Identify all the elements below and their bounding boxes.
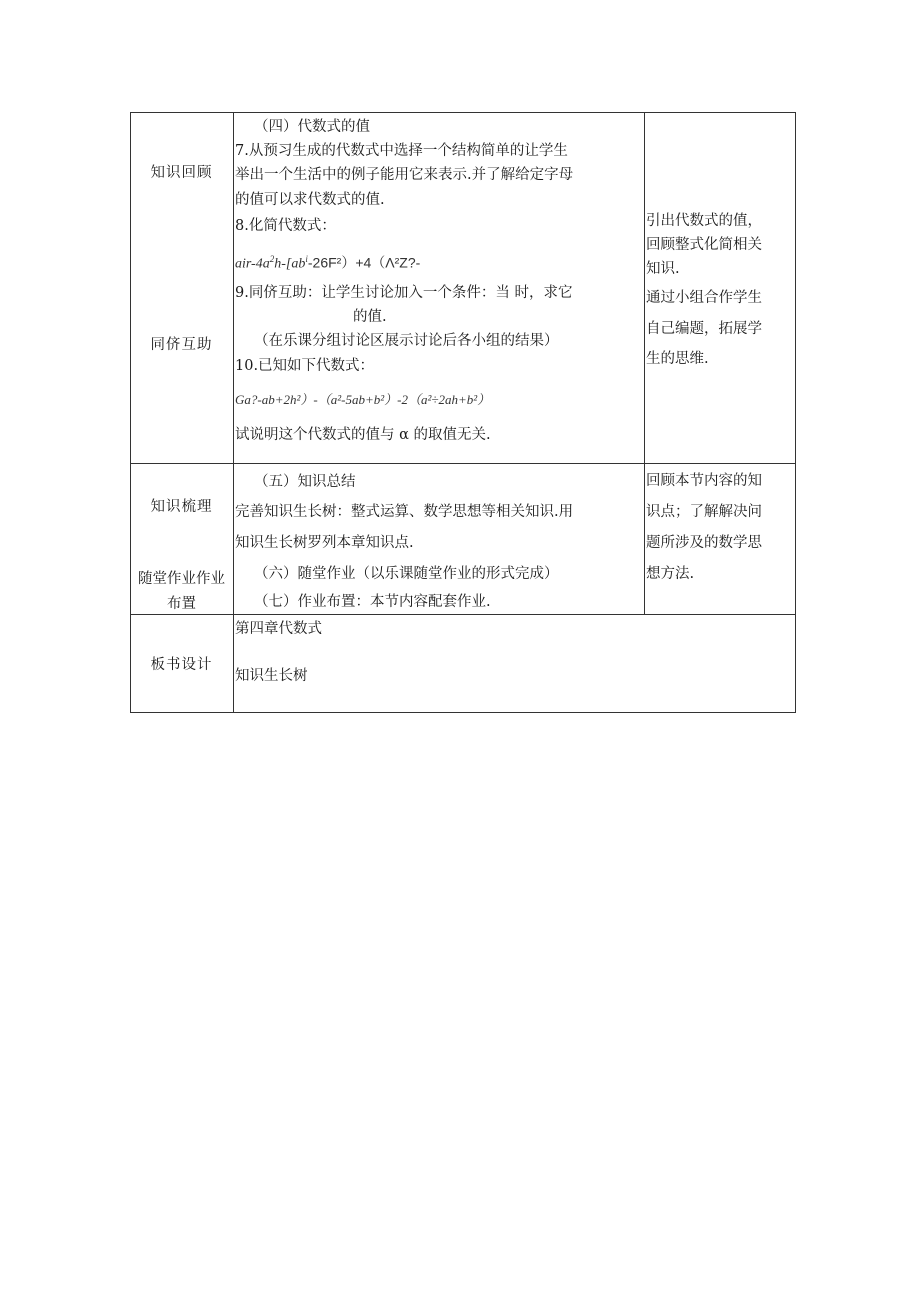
note-top-line-2: 回顾整式化简相关 — [646, 237, 762, 253]
note-mid-line-4: 想方法. — [646, 566, 695, 582]
note-mid-line-3: 题所涉及的数学思 — [646, 535, 762, 551]
note-top-line-5: 自己编题，拓展学 — [646, 321, 762, 337]
item-9-line-1: 9.同侪互助：让学生讨论加入一个条件：当 时，求它 — [235, 285, 573, 301]
row-divider-2 — [130, 614, 796, 615]
expression-10: Ga?-ab+2h²）-（a²-5ab+b²）-2（a²÷2ah+b²） — [235, 392, 491, 407]
board-chapter-title: 第四章代数式 — [235, 621, 322, 637]
expression-8: air-$4a^2h-[ab^i-26F^2)+4(\Lambda^2Z?-$ — [235, 254, 421, 272]
section-heading-4: （四）代数式的值 — [254, 119, 370, 135]
col-divider-right — [644, 112, 645, 614]
board-knowledge-tree: 知识生长树 — [235, 668, 308, 684]
item-7-line-2: 举出一个生活中的例子能用它来表示.并了解给定字母 — [235, 167, 574, 183]
section-heading-6: （六）随堂作业（以乐课随堂作业的形式完成） — [254, 566, 559, 582]
col-divider-left — [233, 112, 234, 713]
lesson-plan-table — [130, 112, 796, 713]
item-9-line-3: （在乐课分组讨论区展示讨论后各小组的结果） — [254, 333, 559, 349]
item-10-conclusion: 试说明这个代数式的值与 α 的取值无关. — [235, 427, 491, 443]
row-label-homework-2: 布置 — [167, 596, 196, 612]
note-top-line-1: 引出代数式的值， — [646, 213, 762, 229]
section-heading-5: （五）知识总结 — [254, 474, 356, 490]
summary-line-2: 知识生长树罗列本章知识点. — [235, 535, 414, 551]
row-divider-1 — [130, 463, 796, 464]
note-top-line-6: 生的思维. — [646, 351, 709, 367]
summary-line-1: 完善知识生长树：整式运算、数学思想等相关知识.用 — [235, 504, 574, 520]
row-label-homework-1: 随堂作业作业 — [138, 571, 225, 587]
note-mid-line-1: 回顾本节内容的知 — [646, 473, 762, 489]
note-mid-line-2: 识点；了解解决问 — [646, 504, 762, 520]
item-9-line-2: 的值. — [353, 309, 387, 325]
note-top-line-4: 通过小组合作学生 — [646, 290, 762, 306]
item-7-line-3: 的值可以求代数式的值. — [235, 192, 385, 208]
item-10: 10.已知如下代数式： — [235, 358, 375, 374]
row-label-review: 知识回顾 — [150, 165, 213, 181]
row-label-summary: 知识梳理 — [150, 499, 213, 515]
item-8: 8.化简代数式： — [235, 218, 336, 234]
item-7-line-1: 7.从预习生成的代数式中选择一个结构简单的让学生 — [235, 143, 568, 159]
row-label-board: 板书设计 — [150, 657, 213, 673]
note-top-line-3: 知识. — [646, 261, 680, 277]
section-heading-7: （七）作业布置：本节内容配套作业. — [254, 594, 491, 610]
row-label-peer: 同侪互助 — [150, 337, 213, 353]
